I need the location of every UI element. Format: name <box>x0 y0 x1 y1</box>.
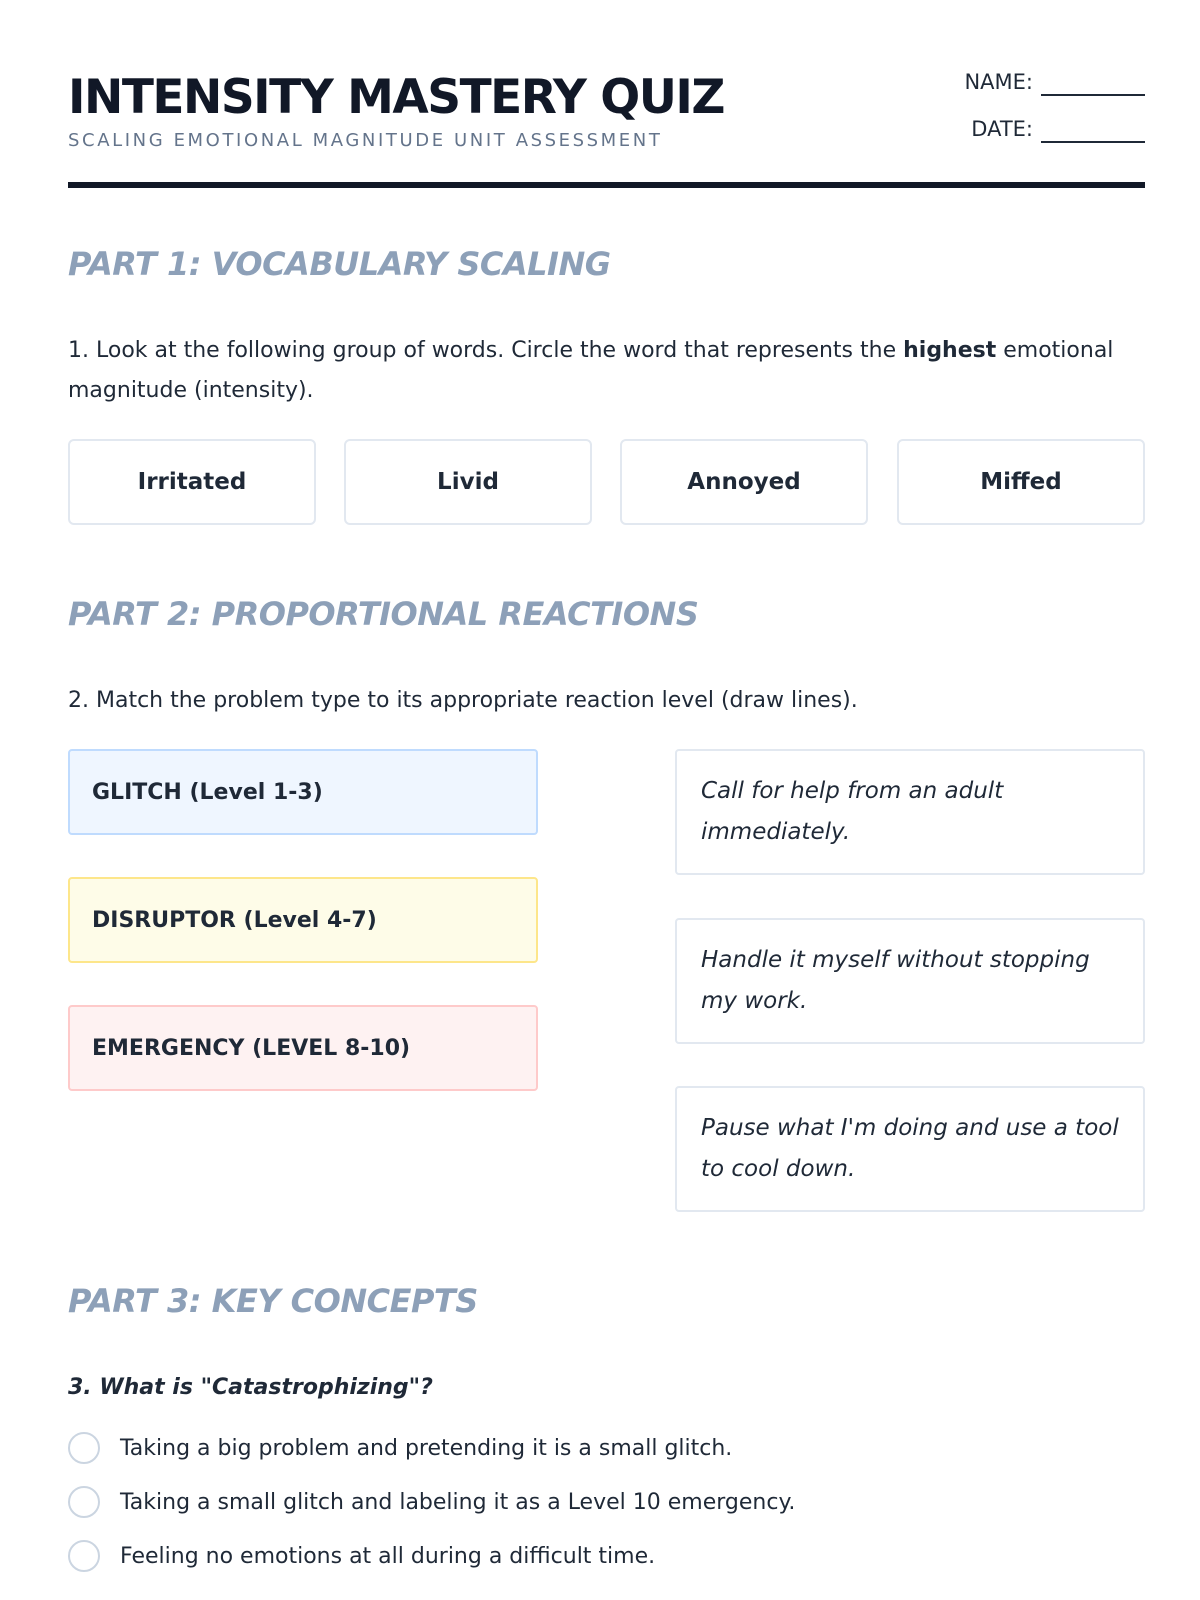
answer-option[interactable] <box>68 1428 732 1468</box>
header-divider <box>68 182 1145 188</box>
reaction-option[interactable]: Call for help from an adult immediately. <box>675 749 1145 875</box>
part2-heading: PART 2: PROPORTIONAL REACTIONS <box>68 595 699 633</box>
name-blank[interactable] <box>1041 76 1145 96</box>
part3-heading: PART 3: KEY CONCEPTS <box>68 1282 478 1320</box>
reaction-option[interactable]: Handle it myself without stopping my work. <box>675 918 1145 1044</box>
word-choices <box>68 439 1145 525</box>
question-1-prefix: 1. Look at the following group of words. Circle the word that represents the <box>68 338 904 363</box>
reaction-option[interactable]: Pause what I'm doing and use a tool to cool down. <box>675 1086 1145 1212</box>
question-1-emphasis: highest <box>903 338 997 363</box>
radio-button[interactable] <box>68 1432 100 1464</box>
level-emergency[interactable]: EMERGENCY (LEVEL 8-10) <box>68 1005 538 1091</box>
word-choice[interactable]: Livid <box>344 439 592 525</box>
part1-heading: PART 1: VOCABULARY SCALING <box>68 245 611 283</box>
level-disruptor[interactable]: DISRUPTOR (Level 4-7) <box>68 877 538 963</box>
word-choice[interactable]: Irritated <box>68 439 316 525</box>
date-label: DATE: <box>971 117 1033 141</box>
date-blank[interactable] <box>1041 123 1145 143</box>
question-1 <box>68 331 1145 411</box>
answer-option-label: Taking a big problem and pretending it is a small glitch. <box>120 1435 733 1461</box>
name-label: NAME: <box>964 70 1033 94</box>
quiz-page <box>68 0 1145 1600</box>
name-field[interactable] <box>964 68 1145 96</box>
answer-option[interactable] <box>68 1482 795 1522</box>
level-glitch[interactable]: GLITCH (Level 1-3) <box>68 749 538 835</box>
radio-button[interactable] <box>68 1540 100 1572</box>
word-choice[interactable]: Miffed <box>897 439 1145 525</box>
answer-option-label: Taking a small glitch and labeling it as a Level 10 emergency. <box>120 1489 796 1515</box>
answer-option[interactable] <box>68 1536 655 1576</box>
radio-button[interactable] <box>68 1486 100 1518</box>
question-3: 3. What is "Catastrophizing"? <box>68 1375 433 1400</box>
answer-option-label: Feeling no emotions at all during a difficult time. <box>120 1543 656 1569</box>
quiz-header <box>68 68 1145 188</box>
date-field[interactable] <box>971 115 1145 143</box>
question-1-suffix: emotional magnitude (intensity). <box>68 338 1114 403</box>
question-2: 2. Match the problem type to its appropriate reaction level (draw lines). <box>68 688 858 713</box>
page-title: INTENSITY MASTERY QUIZ <box>68 70 724 125</box>
word-choice[interactable]: Annoyed <box>620 439 868 525</box>
page-subtitle: SCALING EMOTIONAL MAGNITUDE UNIT ASSESSMENT <box>68 130 663 151</box>
